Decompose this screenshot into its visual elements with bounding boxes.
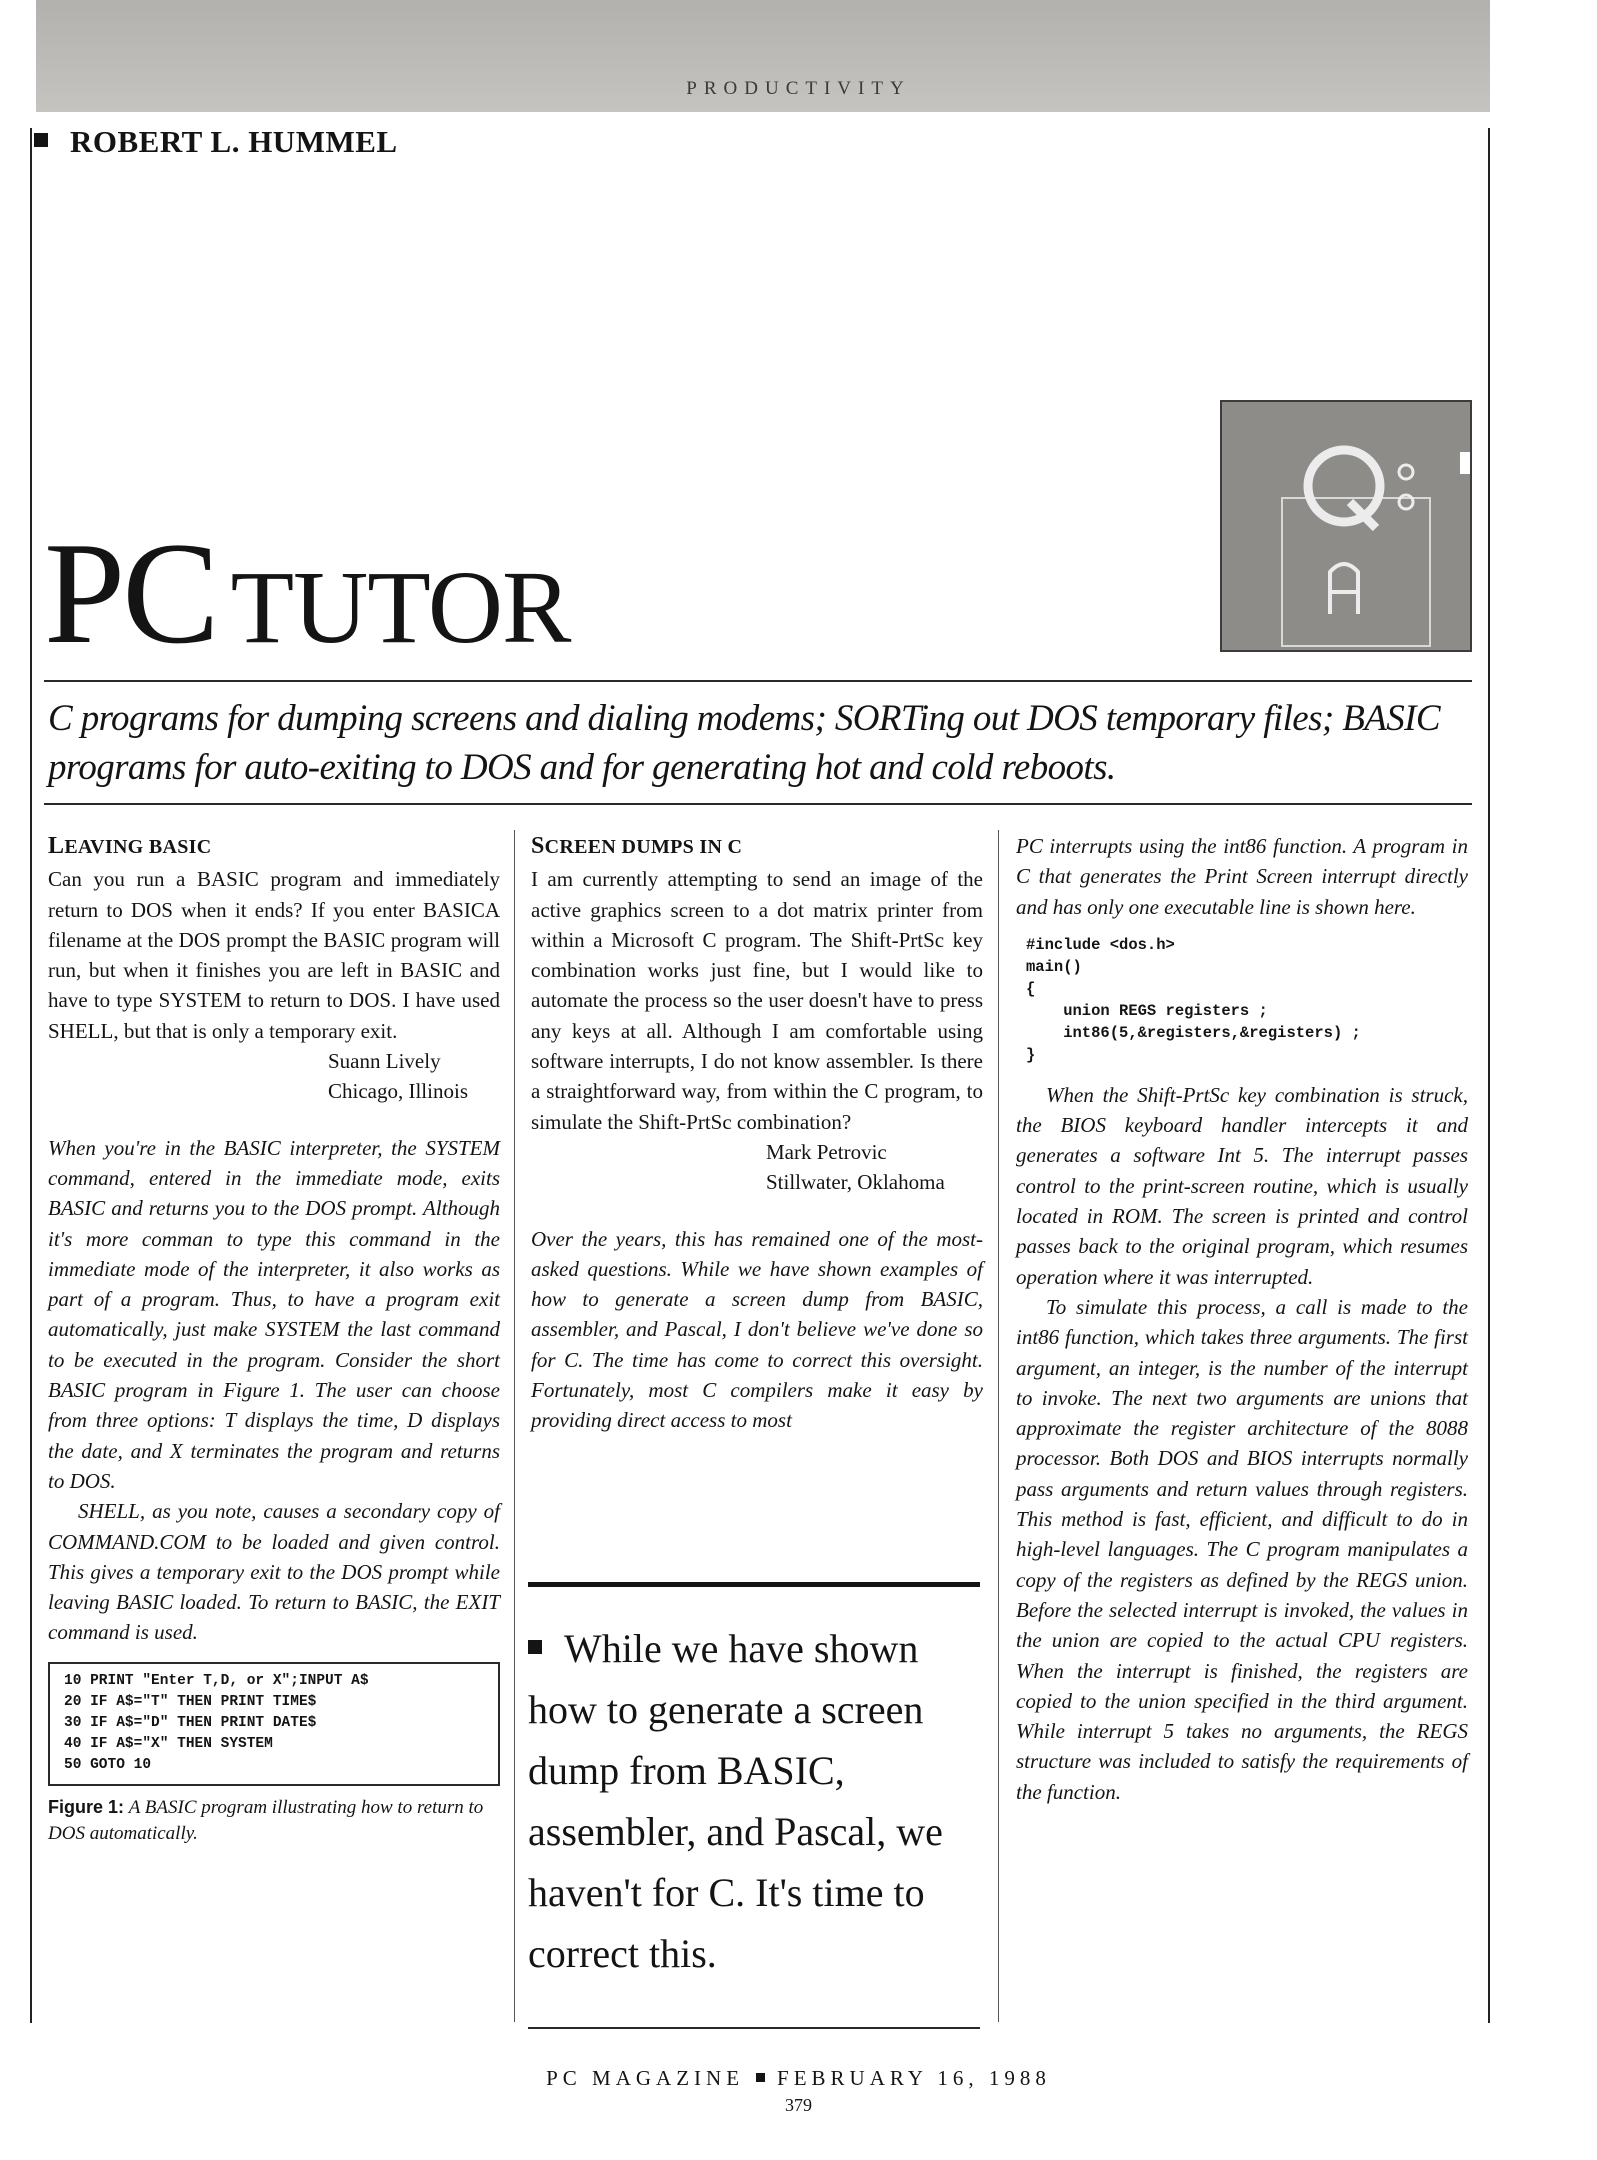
letter-signature-name: Suann Lively bbox=[328, 1049, 441, 1074]
figure-caption: Figure 1: A BASIC program illustrating how to return to DOS automatically. bbox=[48, 1796, 484, 1844]
section-label: PRODUCTIVITY bbox=[686, 78, 911, 99]
section-heading: LEAVING BASIC bbox=[48, 833, 212, 859]
answer-paragraph: Over the years, this has remained one of the most-asked questions. While we have shown examples of how to generate a screen dump from BASIC, assembler, and Pascal, I don't believe we've done so for C. The time has come to correct this oversight. Fortunately, most C compilers make it easy by providing direct access to most bbox=[531, 1226, 983, 1433]
bullet-square-icon bbox=[756, 2073, 765, 2082]
column-int86 bbox=[1016, 831, 1468, 1807]
page-number: 379 bbox=[785, 2095, 812, 2115]
letter-signature-place: Stillwater, Oklahoma bbox=[766, 1170, 945, 1195]
bullet-square-icon bbox=[528, 1640, 542, 1654]
title-rule bbox=[44, 680, 1472, 682]
figure-1-code: 10 PRINT "Enter T,D, or X";INPUT A$ 20 IF A$="T" THEN PRINT TIME$ 30 IF A$="D" THEN PRINT DATE$ 40 IF A$="X" THEN SYSTEM 50 GOTO 10 bbox=[48, 1662, 500, 1786]
floppy-disk-icon bbox=[1222, 402, 1470, 650]
answer-paragraph: When the Shift-PrtSc key combination is struck, the BIOS keyboard handler intercepts it and generates a software Int 5. The interrupt passes control to the print-screen routine, which is usually located in ROM. The screen is printed and control passes back to the original program, which resumes operation where it was interrupted. bbox=[1016, 1082, 1468, 1289]
section-heading: SCREEN DUMPS IN C bbox=[531, 833, 743, 859]
column-leaving-basic bbox=[48, 831, 500, 1847]
bullet-square-icon bbox=[34, 133, 48, 147]
author-byline bbox=[34, 124, 398, 160]
qa-floppy-logo bbox=[1220, 400, 1472, 652]
answer-paragraph: SHELL, as you note, causes a secondary copy of COMMAND.COM to be loaded and given control. This gives a temporary exit to the DOS prompt while leaving BASIC loaded. To return to BASIC, the EXIT command is used. bbox=[48, 1499, 500, 1645]
letter-signature-place: Chicago, Illinois bbox=[328, 1079, 468, 1104]
page-title: PC TUTOR bbox=[44, 512, 571, 674]
pull-quote: While we have shown how to generate a screen dump from BASIC, assembler, and Pascal, we haven't for C. It's time to correct this. bbox=[528, 1626, 943, 1976]
answer-paragraph: PC interrupts using the int86 function. A program in C that generates the Print Screen interrupt directly and has only one executable line is shown here. bbox=[1016, 834, 1468, 919]
answer-paragraph: To simulate this process, a call is made to the int86 function, which takes three arguments. The first argument, an integer, is the number of the interrupt to invoke. The next two arguments are unions that approximate the register architecture of the 8088 processor. Both DOS and BIOS interrupts normally pass arguments and return values through registers. This method is fast, efficient, and difficult to do in high-level languages. The C program manipulates a copy of the registers as defined by the REGS union. Before the selected interrupt is invoked, the values in the union are copied to the actual CPU registers. When the interrupt is finished, the registers are copied to the union specified in the third argument. While interrupt 5 takes no arguments, the REGS structure was included to satisfy the requirements of the function. bbox=[1016, 1294, 1468, 1804]
column-divider bbox=[998, 830, 999, 2022]
reader-letter: I am currently attempting to send an image of the active graphics screen to a dot matrix printer from within a Microsoft C program. The Shift-PrtSc key combination works just fine, but I would like to automate the process so the user doesn't have to press any keys at all. Although I am comfortable using software interrupts, I do not know assembler. Is there a straightforward way, from within the C program, to simulate the Shift-PrtSc combination? bbox=[531, 867, 983, 1134]
letter-signature-name: Mark Petrovic bbox=[766, 1139, 887, 1164]
reader-letter: Can you run a BASIC program and immediately return to DOS when it ends? If you enter BASICA filename at the DOS prompt the BASIC program will run, but when it finishes you are left in BASIC and have to type SYSTEM to return to DOS. I have used SHELL, but that is only a temporary exit. bbox=[48, 867, 500, 1043]
pull-quote-rule bbox=[528, 1582, 980, 1587]
answer-paragraph: When you're in the BASIC interpreter, the SYSTEM command, entered in the immediate mode, exits BASIC and returns you to the DOS prompt. Although it's more comman to type this command in the immediate mode of the interpreter, it also works as part of a program. Thus, to have a program exit automatically, just make SYSTEM the last command to be executed in the program. Consider the short BASIC program in Figure 1. The user can choose from three options: T displays the time, D displays the date, and X terminates the program and returns to DOS. bbox=[48, 1135, 500, 1493]
deck-rule bbox=[44, 803, 1472, 805]
frame-rule-right bbox=[1488, 128, 1490, 2023]
page-footer: PC MAGAZINE FEBRUARY 16, 1988 bbox=[546, 2066, 1051, 2090]
frame-rule-left bbox=[30, 128, 32, 2023]
author-name: ROBERT L. HUMMEL bbox=[70, 124, 398, 159]
c-code-listing: #include <dos.h> main() { union REGS registers ; int86(5,&registers,&registers) ; } bbox=[1026, 935, 1361, 1064]
column-screen-dumps bbox=[531, 831, 983, 1436]
deck-subtitle: C programs for dumping screens and dialing modems; SORTing out DOS temporary files; BASIC programs for auto-exiting to DOS and for generating hot and cold reboots. bbox=[48, 698, 1440, 788]
pull-quote-rule bbox=[528, 2027, 980, 2029]
column-divider bbox=[514, 830, 515, 2022]
